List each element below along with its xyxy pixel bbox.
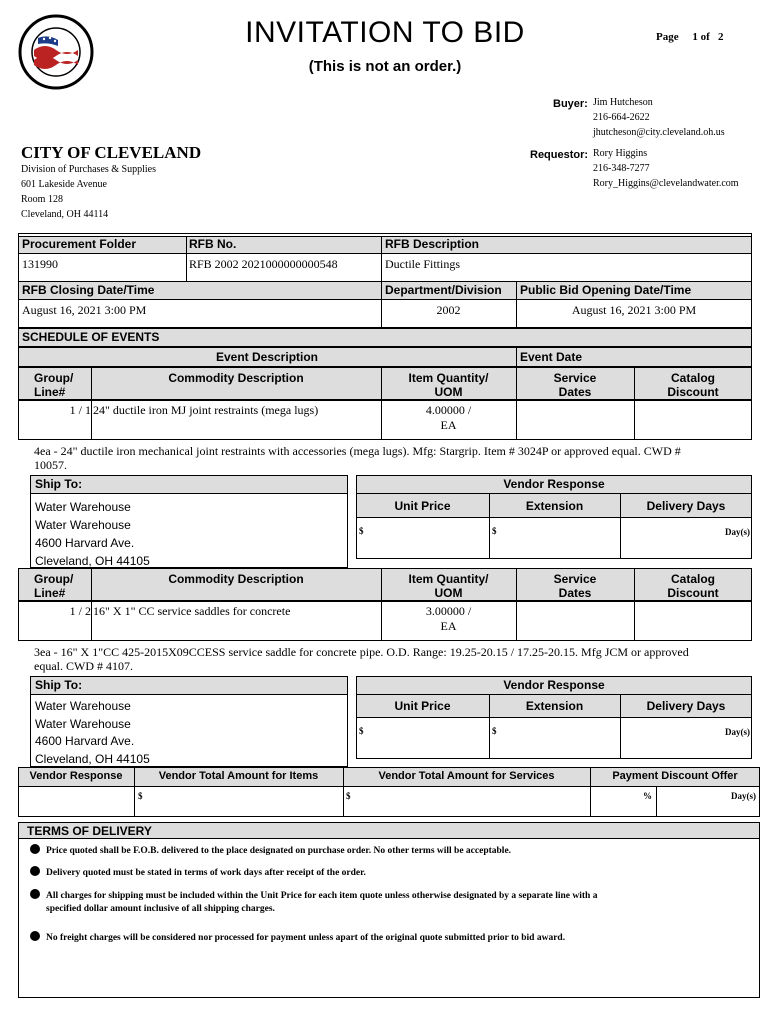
org-division: Division of Purchases & Supplies: [21, 164, 156, 175]
commodity-header: Commodity Description: [168, 371, 304, 385]
requestor-email: Rory_Higgins@clevelandwater.com: [593, 178, 739, 189]
discount-percent-input[interactable]: %: [643, 791, 652, 801]
folder-label: Procurement Folder: [22, 237, 137, 251]
catalog-header: Catalog Discount: [667, 572, 719, 600]
org-name: CITY OF CLEVELAND: [21, 143, 202, 162]
org-address2: Room 128: [21, 194, 63, 205]
page-subtitle: (This is not an order.): [308, 58, 462, 75]
ship-to-label: Ship To:: [35, 477, 83, 491]
term-item: All charges for shipping must be included within the Unit Price for each item quote unless otherwise designated by a separate line with a specified dollar amount inclusive of all shipping charges.: [30, 889, 730, 916]
payment-discount-header: Payment Discount Offer: [612, 770, 738, 782]
delivery-days-input[interactable]: Day(s): [725, 527, 750, 537]
buyer-email: jhutcheson@city.cleveland.oh.us: [593, 127, 725, 138]
discount-days-input[interactable]: Day(s): [731, 791, 756, 801]
dept-value: 2002: [436, 303, 461, 317]
ship-to-address: Water Warehouse Water Warehouse 4600 Harvard Ave. Cleveland, OH 44105: [35, 699, 150, 766]
page-title: INVITATION TO BID: [245, 16, 525, 49]
page-number: Page 1 of 2: [656, 31, 724, 43]
folder-value: 131990: [22, 257, 58, 271]
item-line: 1 / 1: [69, 403, 91, 417]
rfb-desc-label: RFB Description: [385, 237, 480, 251]
item-long-desc: 3ea - 16" X 1"CC 425-2015X09CCESS service saddle for concrete pipe. O.D. Range: 19.25-20.15 / 17.25-20.15. Mfg JCM or approved equal. CWD # 4107.: [34, 645, 689, 673]
requestor-label: Requestor:: [530, 149, 589, 161]
dept-label: Department/Division: [385, 283, 502, 297]
item-desc: 16" X 1" CC service saddles for concrete: [93, 604, 291, 618]
total-services-input[interactable]: $: [346, 791, 351, 801]
event-date-header: Event Date: [520, 350, 583, 364]
ship-to-label: Ship To:: [35, 678, 83, 692]
total-items-header: Vendor Total Amount for Items: [158, 770, 319, 782]
total-items-input[interactable]: $: [138, 791, 143, 801]
rfb-no-value: RFB 2002 2021000000000548: [189, 257, 338, 271]
closing-label: RFB Closing Date/Time: [22, 283, 155, 297]
group-header: Group/ Line#: [34, 572, 74, 600]
requestor-name: Rory Higgins: [593, 148, 648, 159]
terms-title: TERMS OF DELIVERY: [27, 824, 152, 838]
item-qty: 4.00000 / EA: [425, 403, 472, 432]
buyer-phone: 216-664-2622: [593, 112, 650, 123]
org-city: Cleveland, OH 44114: [21, 209, 109, 220]
ship-to-address: Water Warehouse Water Warehouse 4600 Harvard Ave. Cleveland, OH 44105: [35, 500, 150, 568]
opening-label: Public Bid Opening Date/Time: [520, 283, 692, 297]
extension-header: Extension: [525, 499, 584, 513]
rfb-no-label: RFB No.: [189, 237, 237, 251]
unit-price-header: Unit Price: [394, 699, 451, 713]
item-qty: 3.00000 / EA: [425, 604, 472, 633]
total-services-header: Vendor Total Amount for Services: [378, 770, 555, 782]
catalog-header: Catalog Discount: [667, 371, 719, 399]
term-item: Delivery quoted must be stated in terms of work days after receipt of the order.: [30, 866, 730, 880]
unit-price-input[interactable]: $: [359, 726, 364, 736]
closing-value: August 16, 2021 3:00 PM: [22, 303, 147, 317]
service-header: Service Dates: [553, 371, 597, 399]
unit-price-header: Unit Price: [394, 499, 451, 513]
schedule-title: SCHEDULE OF EVENTS: [22, 330, 160, 344]
delivery-days-header: Delivery Days: [646, 699, 726, 713]
delivery-days-header: Delivery Days: [646, 499, 726, 513]
extension-header: Extension: [525, 699, 584, 713]
item-line: 1 / 2: [69, 604, 91, 618]
requestor-phone: 216-348-7277: [593, 163, 650, 174]
item-long-desc: 4ea - 24" ductile iron mechanical joint restraints with accessories (mega lugs). Mfg: Stargrip. Item # 3024P or approved equal. CWD # 10057.: [34, 444, 681, 472]
rfb-desc-value: Ductile Fittings: [385, 257, 460, 271]
extension-input[interactable]: $: [492, 526, 497, 536]
vendor-response-total-header: Vendor Response: [29, 770, 123, 782]
qty-header: Item Quantity/ UOM: [408, 371, 489, 399]
opening-value: August 16, 2021 3:00 PM: [571, 303, 697, 317]
unit-price-input[interactable]: $: [359, 526, 364, 536]
group-header: Group/ Line#: [34, 371, 74, 399]
item-desc: 24" ductile iron MJ joint restraints (mega lugs): [93, 403, 319, 417]
commodity-header: Commodity Description: [168, 572, 304, 586]
buyer-label: Buyer:: [553, 98, 588, 110]
qty-header: Item Quantity/ UOM: [408, 572, 489, 600]
term-item: Price quoted shall be F.O.B. delivered to the place designated on purchase order. No other terms will be acceptable.: [30, 844, 730, 858]
delivery-days-input[interactable]: Day(s): [725, 727, 750, 737]
extension-input[interactable]: $: [492, 726, 497, 736]
buyer-name: Jim Hutcheson: [593, 97, 653, 108]
event-desc-header: Event Description: [215, 350, 319, 364]
org-address1: 601 Lakeside Avenue: [21, 179, 107, 190]
vendor-response-header: Vendor Response: [503, 678, 605, 692]
vendor-response-header: Vendor Response: [503, 477, 605, 491]
service-header: Service Dates: [553, 572, 597, 600]
term-item: No freight charges will be considered nor processed for payment unless apart of the original quote submitted prior to bid award.: [30, 931, 730, 945]
